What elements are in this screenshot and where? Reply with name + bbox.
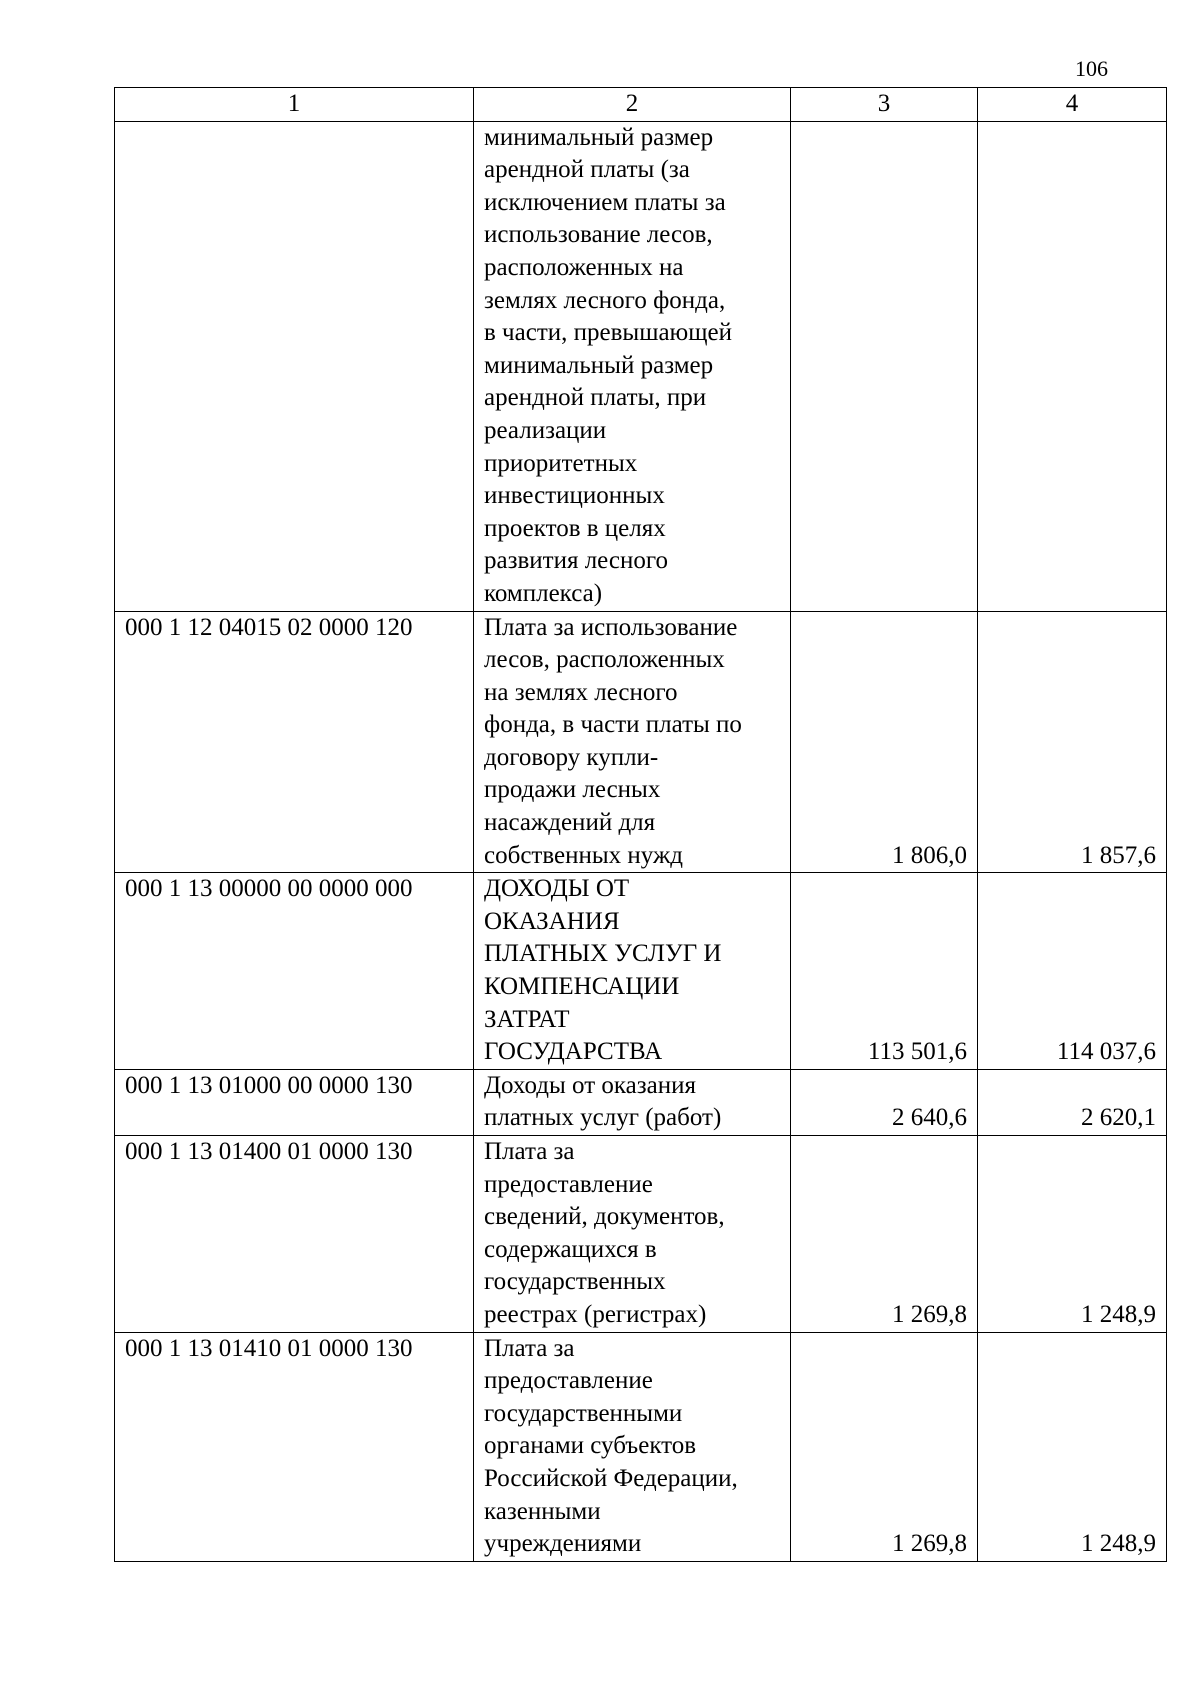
name-line: предоставление (484, 1367, 653, 1395)
value-col3-cell: 1 269,8 (791, 1136, 978, 1333)
value-col3-cell (791, 121, 978, 611)
column-header-2: 2 (474, 88, 791, 122)
table-row (115, 611, 1167, 873)
name-line: органами субъектов (484, 1432, 697, 1460)
name-line: договору купли- (484, 743, 659, 771)
value-col4-cell: 1 248,9 (978, 1136, 1167, 1333)
name-line: ОКАЗАНИЯ (484, 907, 620, 935)
name-line: проектов в целях (484, 514, 666, 542)
name-line: Плата за использование (484, 613, 738, 641)
value-col3-cell: 1 806,0 (791, 611, 978, 873)
table-row (115, 873, 1167, 1070)
budget-code-cell: 000 1 12 04015 02 0000 120 (115, 611, 474, 873)
name-line: приоритетных (484, 449, 638, 477)
revenue-name-cell (474, 1136, 791, 1333)
page-number: 106 (1075, 56, 1108, 81)
revenue-name-cell (474, 873, 791, 1070)
name-line: арендной платы (за (484, 156, 690, 184)
budget-code-cell: 000 1 13 01400 01 0000 130 (115, 1136, 474, 1333)
name-line: реализации (484, 416, 607, 444)
column-header-3: 3 (791, 88, 978, 122)
value-col4-cell (978, 121, 1167, 611)
name-line: лесов, расположенных (484, 646, 725, 674)
name-line: исключением платы за (484, 188, 726, 216)
name-line: арендной платы, при (484, 384, 707, 412)
name-line: ПЛАТНЫХ УСЛУГ И (484, 940, 722, 968)
name-line: содержащихся в (484, 1235, 657, 1263)
revenue-name-cell (474, 121, 791, 611)
name-line: на землях лесного (484, 678, 678, 706)
name-line: Плата за (484, 1138, 575, 1165)
value-col4-cell: 114 037,6 (978, 873, 1167, 1070)
value-col4-cell: 1 857,6 (978, 611, 1167, 873)
name-line: учреждениями (484, 1530, 642, 1558)
revenue-name-cell (474, 611, 791, 873)
budget-code-cell: 000 1 13 01410 01 0000 130 (115, 1332, 474, 1561)
revenue-name-cell (474, 1069, 791, 1135)
name-line: казенными (484, 1497, 601, 1525)
name-line: ЗАТРАТ (484, 1005, 570, 1033)
table-row (115, 121, 1167, 611)
table-row (115, 1069, 1167, 1135)
name-line: развития лесного (484, 547, 669, 575)
value-col3-cell: 1 269,8 (791, 1332, 978, 1561)
name-line: землях лесного фонда, (484, 286, 726, 314)
value-col4-cell: 1 248,9 (978, 1332, 1167, 1561)
name-line: расположенных на (484, 253, 684, 281)
budget-code-cell (115, 121, 474, 611)
name-line: Доходы от оказания (484, 1071, 696, 1099)
name-line: сведений, документов, (484, 1203, 725, 1231)
name-line: в части, превышающей (484, 319, 732, 347)
name-line: минимальный размер (484, 351, 714, 379)
name-line: инвестиционных (484, 482, 665, 510)
name-line: Российской Федерации, (484, 1464, 738, 1492)
table-row (115, 1332, 1167, 1561)
revenue-table (114, 87, 1167, 1562)
table-row (115, 1136, 1167, 1333)
value-col3-cell: 2 640,6 (791, 1069, 978, 1135)
budget-code-cell: 000 1 13 00000 00 0000 000 (115, 873, 474, 1070)
name-line: Плата за (484, 1334, 575, 1362)
name-line: ДОХОДЫ ОТ (484, 875, 630, 903)
column-header-1: 1 (115, 88, 474, 122)
name-line: ГОСУДАРСТВА (484, 1038, 663, 1066)
name-line: реестрах (регистрах) (484, 1300, 707, 1328)
name-line: продажи лесных (484, 776, 661, 804)
name-line: насаждений для (484, 809, 656, 837)
name-line: минимальный размер (484, 123, 714, 151)
table-header-row (115, 88, 1167, 122)
name-line: государственных (484, 1268, 666, 1296)
name-line: платных услуг (работ) (484, 1104, 722, 1132)
name-line: собственных нужд (484, 841, 683, 869)
name-line: КОМПЕНСАЦИИ (484, 973, 680, 1001)
column-header-4: 4 (978, 88, 1167, 122)
name-line: фонда, в части платы по (484, 711, 742, 739)
budget-code-cell: 000 1 13 01000 00 0000 130 (115, 1069, 474, 1135)
value-col4-cell: 2 620,1 (978, 1069, 1167, 1135)
name-line: использование лесов, (484, 221, 713, 249)
name-line: предоставление (484, 1170, 653, 1198)
revenue-name-cell (474, 1332, 791, 1561)
name-line: комплекса) (484, 579, 603, 607)
name-line: государственными (484, 1399, 683, 1427)
value-col3-cell: 113 501,6 (791, 873, 978, 1070)
